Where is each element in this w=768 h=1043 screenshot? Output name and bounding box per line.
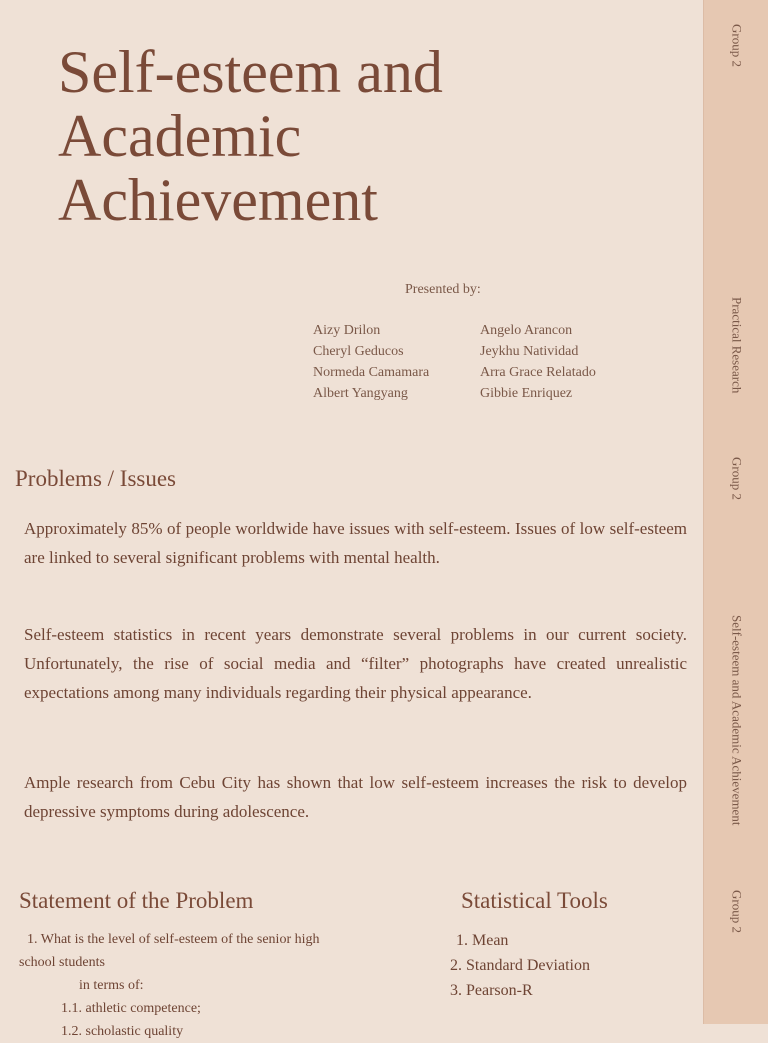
statement-line: 1.1. athletic competence; <box>61 1001 201 1016</box>
presenter-name: Normeda Camamara <box>313 365 430 380</box>
presenter-name: Arra Grace Relatado <box>480 365 596 380</box>
title-line: Self-esteem and <box>58 39 443 105</box>
tool-item: 2. Standard Deviation <box>450 957 590 974</box>
sidebar-label-title: Self-esteem and Academic Achievement <box>729 615 745 826</box>
problems-paragraph: Approximately 85% of people worldwide have issues with self-esteem. Issues of low self-esteem are linked to several significant problems with mental health. <box>24 519 687 567</box>
tool-item: 3. Pearson-R <box>450 982 533 999</box>
sidebar-label-group: Group 2 <box>729 890 745 933</box>
statement-line: 1.2. scholastic quality <box>61 1024 184 1039</box>
presenter-name: Jeykhu Natividad <box>480 344 579 359</box>
problems-heading: Problems / Issues <box>15 466 176 491</box>
presenter-name: Gibbie Enriquez <box>480 386 573 401</box>
sidebar-label-group: Group 2 <box>729 24 745 67</box>
tools-list <box>450 928 590 1003</box>
statement-heading: Statement of the Problem <box>19 888 254 913</box>
statement-list <box>19 928 379 1043</box>
statement-line: school students <box>19 955 105 970</box>
sidebar-label-group: Group 2 <box>729 457 745 500</box>
presenters-right <box>480 320 596 404</box>
sidebar <box>703 0 768 1024</box>
page-title <box>58 40 578 232</box>
problems-paragraph: Self-esteem statistics in recent years demonstrate several problems in our current society. Unfortunately, the rise of social media and “filter” photographs have created unrealistic expectations among many individuals regarding their physical appearance. <box>24 625 687 702</box>
presenters-left <box>313 320 429 404</box>
sidebar-label-course: Practical Research <box>729 297 745 394</box>
tool-item: 1. Mean <box>456 932 509 949</box>
title-line: Achievement <box>58 167 378 233</box>
presenter-name: Aizy Drilon <box>313 323 381 338</box>
presenter-name: Cheryl Geducos <box>313 344 404 359</box>
problems-paragraph: Ample research from Cebu City has shown that low self-esteem increases the risk to develop depressive symptoms during adolescence. <box>24 773 687 821</box>
title-line: Academic <box>58 103 302 169</box>
statement-line: 1. What is the level of self-esteem of the senior high <box>27 932 320 947</box>
statement-line: in terms of: <box>79 978 144 993</box>
presenter-name: Angelo Arancon <box>480 323 573 338</box>
tools-heading: Statistical Tools <box>461 888 608 913</box>
presented-by-label: Presented by: <box>405 282 481 297</box>
presenter-name: Albert Yangyang <box>313 386 408 401</box>
